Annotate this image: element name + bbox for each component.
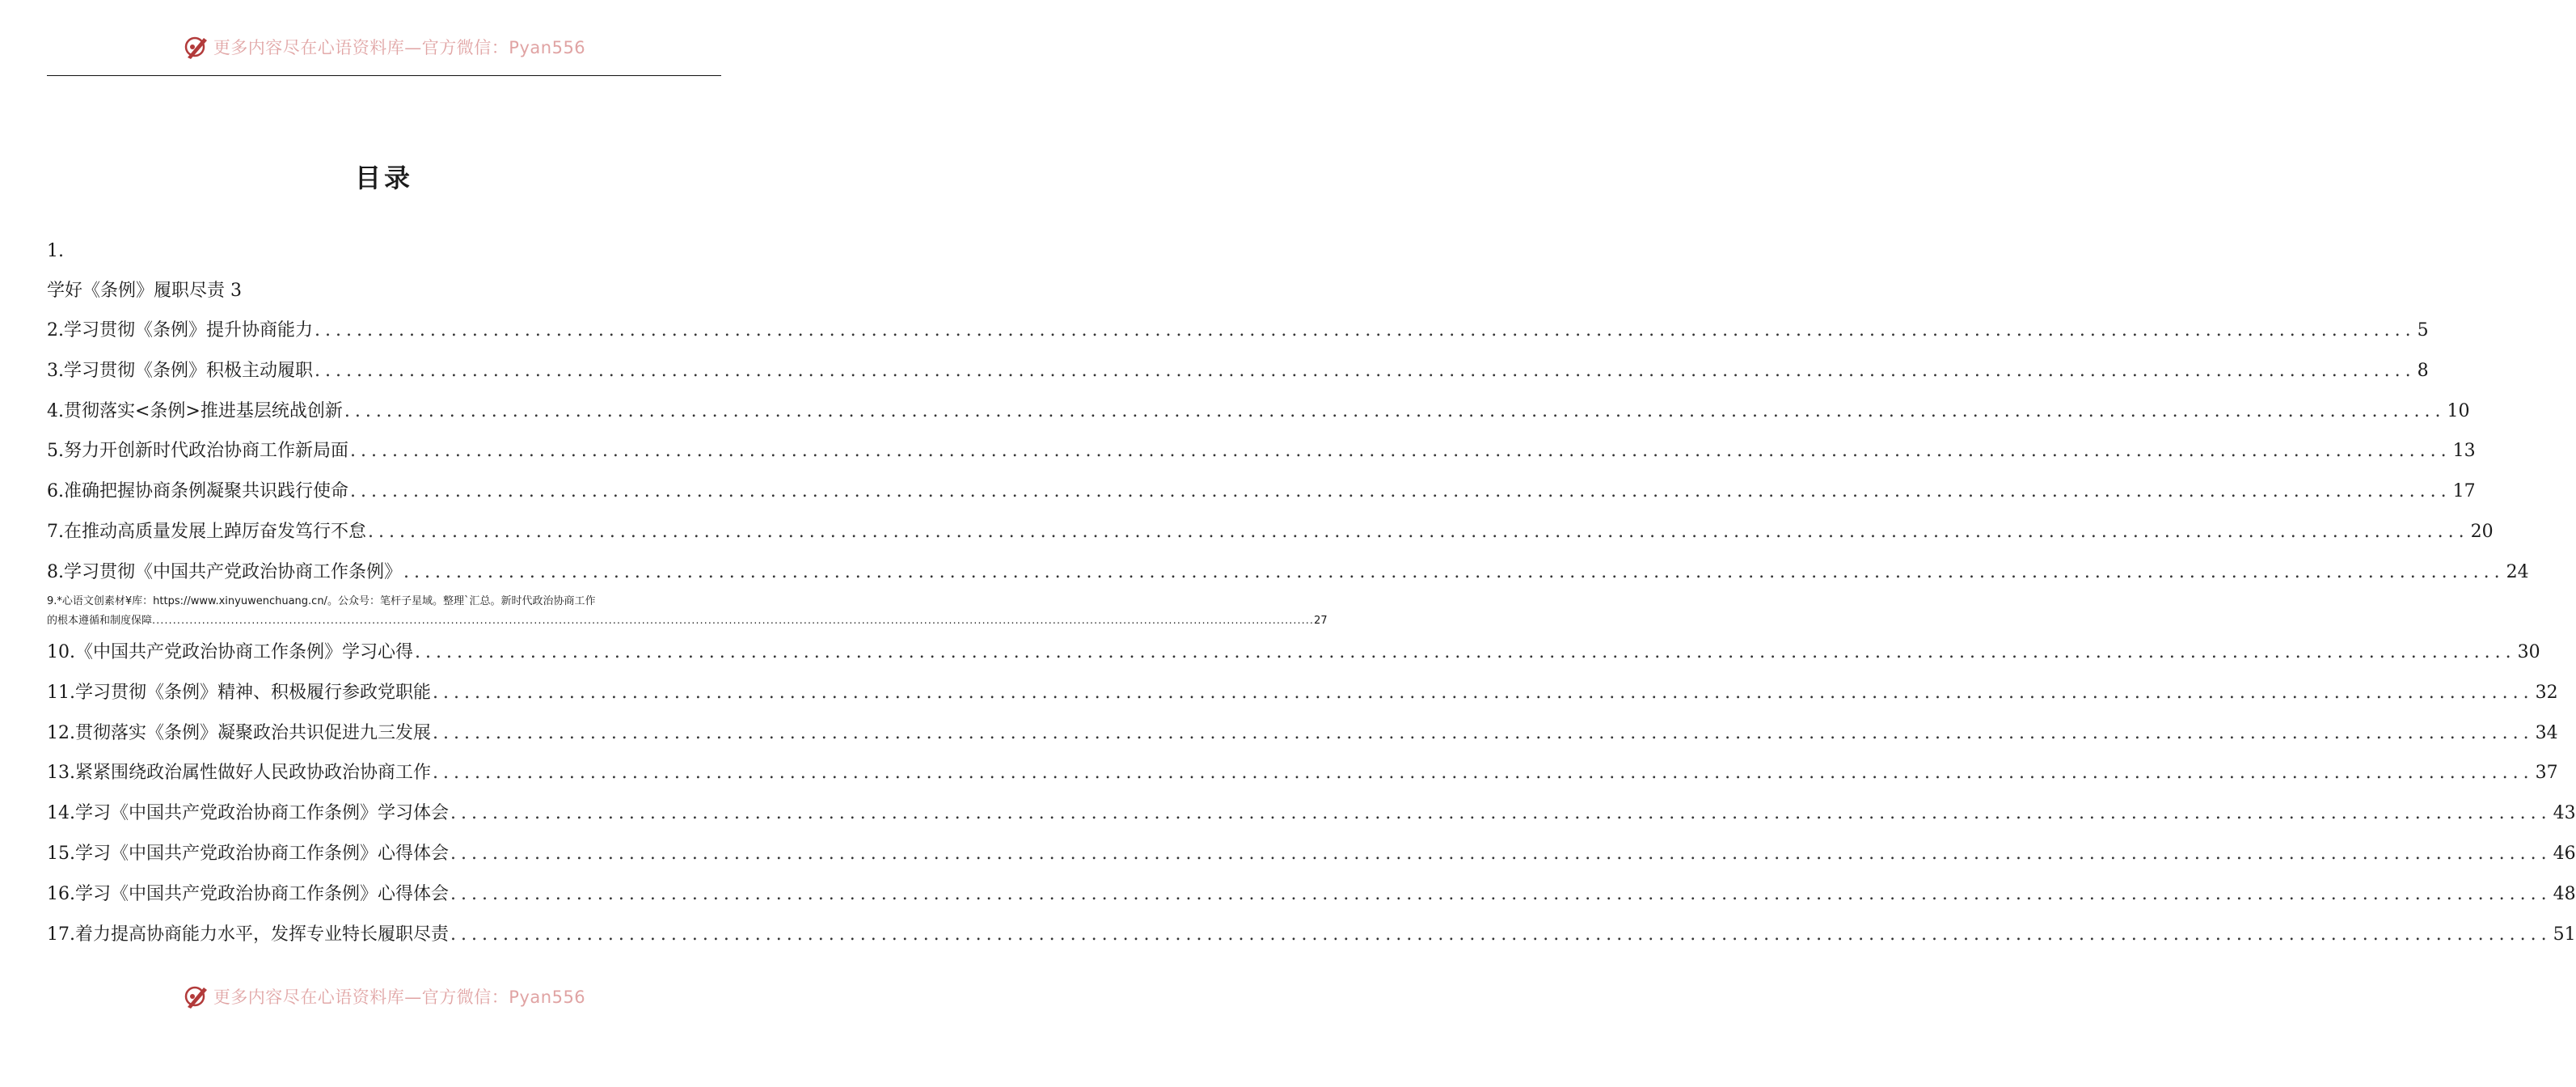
toc-entry-page: 24	[2506, 561, 2529, 582]
toc-entry-title: 17.着力提高协商能力水平，发挥专业特长履职尽责	[47, 924, 449, 945]
toc-entry-title: 2.学习贯彻《条例》提升协商能力	[47, 320, 313, 340]
toc-entry-title: 3.学习贯彻《条例》积极主动履职	[47, 360, 313, 381]
toc-entry-page: 30	[2517, 642, 2540, 662]
toc-entry-title: 15.学习《中国共产党政治协商工作条例》心得体会	[47, 844, 449, 864]
toc-entry-9-line2: 的根本遵循和制度保障	[47, 615, 153, 627]
toc-entry-page: 20	[2470, 522, 2494, 542]
toc-dot-leader: ........................................................................................................................................................................................................	[433, 722, 2534, 743]
toc-dot-leader: ........................................................................................................................................................................................................	[350, 481, 2451, 502]
toc-entry-title: 14.学习《中国共产党政治协商工作条例》学习体会	[47, 803, 449, 824]
toc-dot-leader: ........................................................................................................................................................................................................	[450, 844, 2552, 864]
page-title: 目录	[354, 163, 413, 193]
toc-dot-leader: ........................................................................................................................................................................................................	[315, 320, 2416, 340]
footer-banner-text: 更多内容尽在心语资料库—官方微信：Pyan556	[213, 988, 586, 1007]
toc-entry-title: 12.贯彻落实《条例》凝聚政治共识促进九三发展	[47, 722, 431, 743]
toc-dot-leader: ........................................................................................................................................................................................................	[350, 441, 2451, 462]
toc-entry-9-line1: 9.*心语文创素材¥库：https://www.xinyuwenchuang.cn/。公众号：笔杆子星域。整理`汇总。新时代政治协商工作	[47, 595, 596, 607]
toc-entry[interactable]	[47, 681, 2558, 705]
toc-entry[interactable]	[47, 400, 2470, 424]
toc-entry[interactable]	[47, 882, 2576, 907]
toc-entry[interactable]	[47, 842, 2576, 866]
toc-dot-leader: ........................................................................................................................................................................................................	[433, 682, 2534, 703]
toc-entry[interactable]	[47, 439, 2476, 463]
toc-entry[interactable]	[47, 641, 2540, 665]
pen-logo-icon	[183, 983, 210, 1010]
toc-dot-leader: ........................................................................................................................................................................................................	[450, 924, 2552, 945]
toc-entry-page: 51	[2553, 924, 2576, 945]
toc-entry-page: 46	[2553, 844, 2576, 864]
toc-entry-title: 13.紧紧围绕政治属性做好人民政协政治协商工作	[47, 763, 431, 784]
toc-entry-page: 43	[2553, 803, 2576, 824]
toc-entry-page: 48	[2553, 883, 2576, 904]
toc-entry-9-leader: ........................................................................................................................................................................................................................................................................................	[152, 615, 1315, 627]
toc-entry[interactable]	[47, 802, 2576, 826]
toc-entry-page: 34	[2535, 722, 2558, 743]
toc-entry[interactable]	[47, 761, 2558, 785]
toc-dot-leader: ........................................................................................................................................................................................................	[450, 883, 2552, 904]
toc-entry[interactable]	[47, 923, 2576, 947]
toc-dot-leader: ........................................................................................................................................................................................................	[368, 522, 2469, 542]
toc-entry[interactable]	[47, 480, 2476, 504]
toc-entry-title: 8.学习贯彻《中国共产党政治协商工作条例》	[47, 561, 402, 582]
toc-entry[interactable]	[47, 359, 2429, 383]
toc-entry-1-title[interactable]: 学好《条例》履职尽责 3	[47, 281, 242, 301]
toc-dot-leader: ........................................................................................................................................................................................................	[403, 561, 2505, 582]
toc-entry-title: 5.努力开创新时代政治协商工作新局面	[47, 441, 348, 462]
toc-dot-leader: ........................................................................................................................................................................................................	[315, 360, 2416, 381]
toc-entry-title: 4.贯彻落实<条例>推进基层统战创新	[47, 400, 343, 421]
toc-entry-page: 13	[2452, 441, 2476, 462]
toc-entry-title: 11.学习贯彻《条例》精神、积极履行参政党职能	[47, 682, 431, 703]
toc-entry-title: 6.准确把握协商条例凝聚共识践行使命	[47, 481, 348, 502]
toc-dot-leader: ........................................................................................................................................................................................................	[344, 400, 2446, 421]
toc-entry[interactable]	[47, 560, 2529, 585]
header-banner	[0, 31, 768, 63]
toc-entry-title: 16.学习《中国共产党政治协商工作条例》心得体会	[47, 883, 449, 904]
pen-logo-icon	[183, 33, 210, 61]
toc-dot-leader: ........................................................................................................................................................................................................	[415, 642, 2516, 662]
header-divider	[47, 75, 721, 76]
toc-dot-leader: ........................................................................................................................................................................................................	[450, 803, 2552, 824]
toc-entry-page: 8	[2417, 360, 2429, 381]
toc-entry-1-number: 1.	[47, 241, 64, 261]
toc-entry-9-page: 27	[1314, 615, 1328, 627]
toc-dot-leader: ........................................................................................................................................................................................................	[433, 763, 2534, 784]
toc-entry-page: 17	[2452, 481, 2476, 502]
toc-entry-page: 5	[2417, 320, 2429, 340]
header-banner-text: 更多内容尽在心语资料库—官方微信：Pyan556	[213, 38, 586, 57]
toc-entry-title: 7.在推动高质量发展上踔厉奋发笃行不怠	[47, 522, 366, 542]
toc-entry[interactable]	[47, 721, 2558, 746]
toc-entry-page: 32	[2535, 682, 2558, 703]
toc-entry[interactable]	[47, 319, 2429, 343]
toc-entry-page: 10	[2447, 400, 2470, 421]
toc-entry-page: 37	[2535, 763, 2558, 784]
footer-banner	[0, 980, 768, 1013]
toc-entry-title: 10.《中国共产党政治协商工作条例》学习心得	[47, 642, 413, 662]
toc-entry[interactable]	[47, 520, 2494, 544]
toc-entry-9[interactable]	[47, 592, 1328, 631]
